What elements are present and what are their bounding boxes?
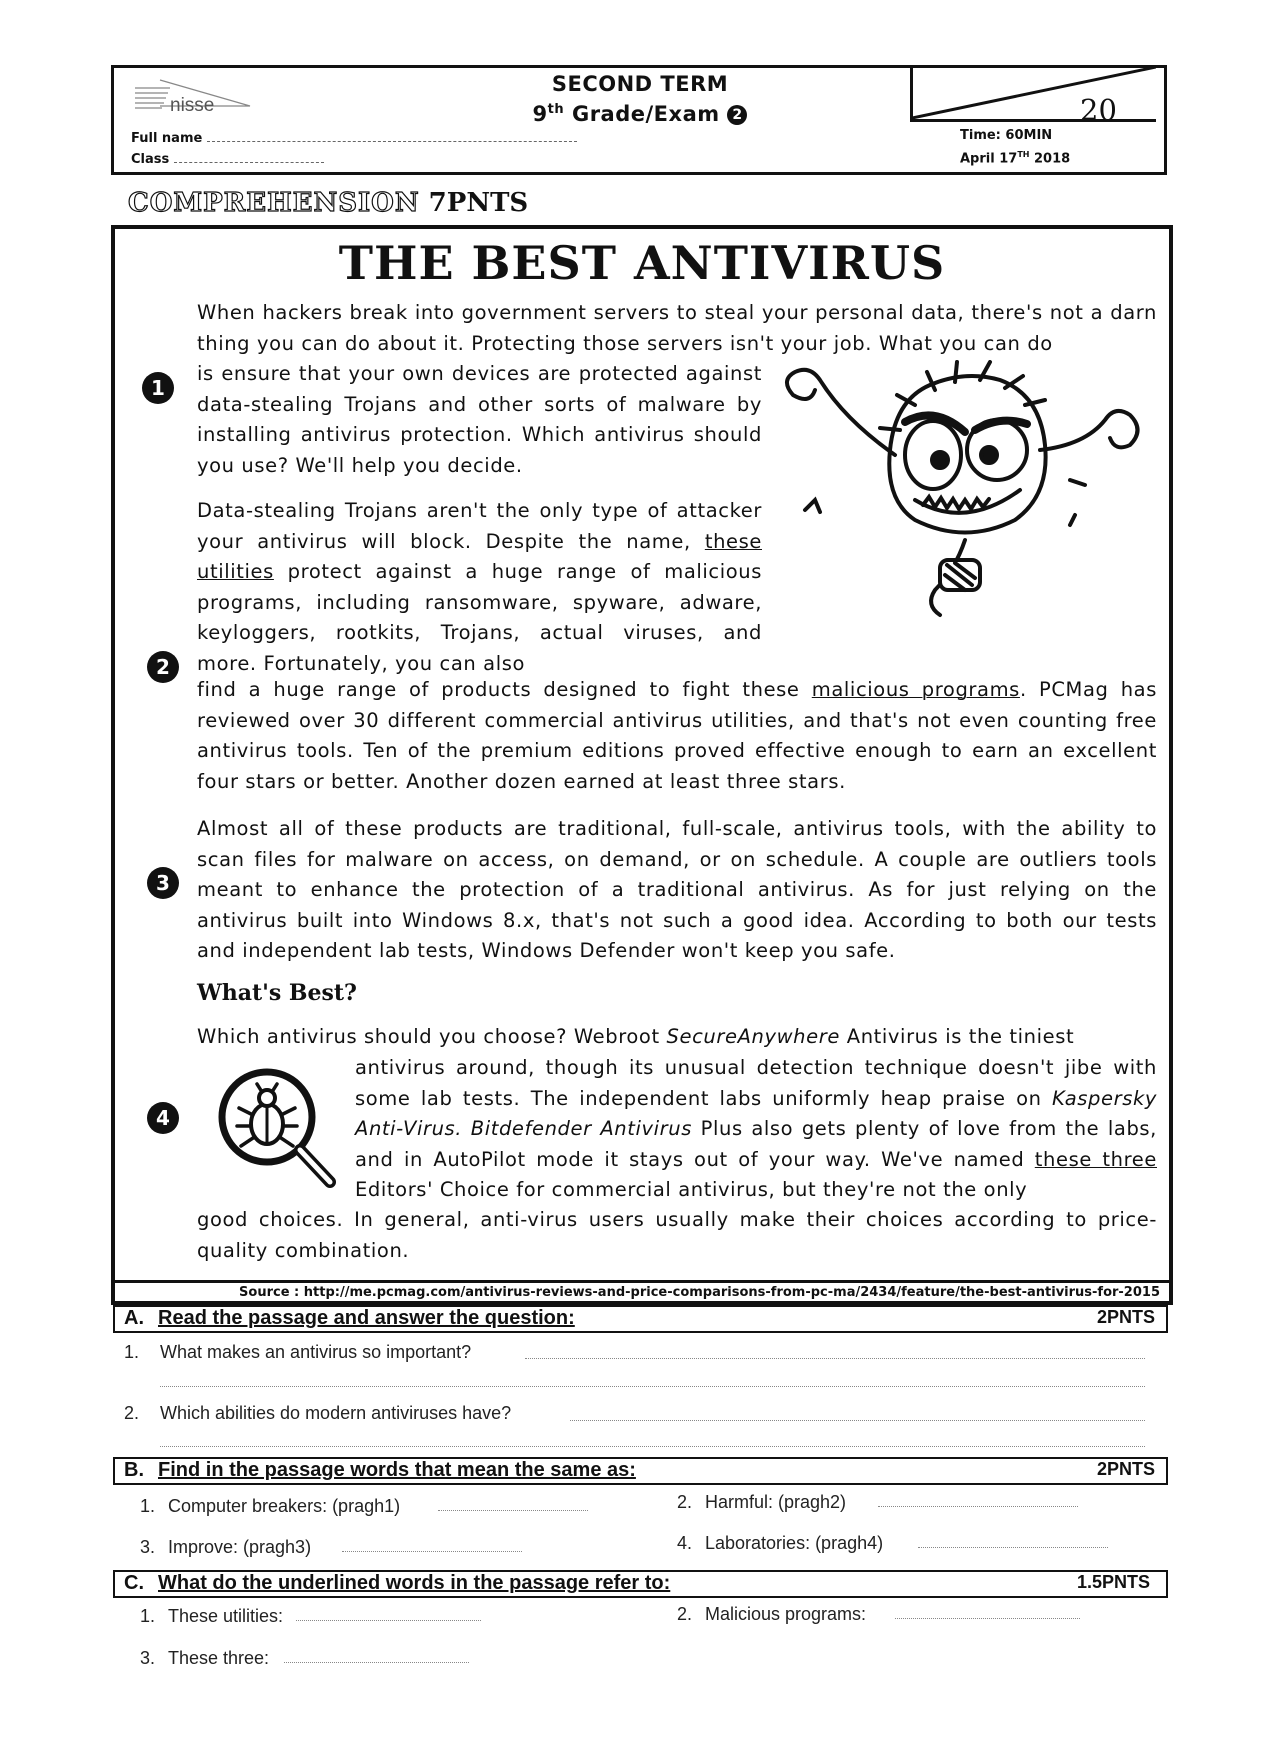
total-score: 20: [1080, 93, 1117, 127]
class-field[interactable]: Class: [131, 152, 324, 167]
paragraph-4-top: Which antivirus should you choose? Webroot SecureAnywhere Antivirus is the tiniest: [197, 1025, 1075, 1048]
logo-text: nisse: [170, 95, 215, 116]
answer-line-b4[interactable]: [918, 1547, 1108, 1548]
item-b3: 3. Improve: (pragh3): [140, 1537, 312, 1557]
paragraph-number-1: 1: [142, 372, 174, 404]
section-c-points: 1.5PNTS: [1076, 1572, 1150, 1592]
paragraph-number-3: 3: [147, 867, 179, 899]
date-label: April 17TH 2018: [960, 150, 1071, 167]
item-c2: 2. Malicious programs:: [677, 1604, 867, 1624]
answer-line-b3[interactable]: [342, 1551, 522, 1552]
underlined-these-utilities: these utilities: [197, 529, 762, 583]
underlined-malicious-programs: malicious programs: [811, 678, 1020, 701]
grade-label: 9th Grade/Exam 2: [480, 97, 800, 127]
item-c1: 1. These utilities:: [140, 1606, 284, 1626]
time-label: Time: 60MIN: [960, 128, 1053, 143]
item-b1: 1. Computer breakers: (pragh1): [140, 1496, 401, 1516]
answer-line-b2[interactable]: [878, 1506, 1078, 1507]
answer-line-c3[interactable]: [284, 1662, 469, 1663]
paragraph-4-end: good choices. In general, anti-virus users usually make their choices according to price-quality combination.: [197, 1208, 1157, 1262]
bug-magnifier-icon: [215, 1062, 340, 1192]
item-c3: 3. These three:: [140, 1648, 270, 1668]
answer-line-a2[interactable]: [570, 1420, 1145, 1421]
whats-best-subheading: What's Best?: [197, 980, 357, 1006]
answer-line-c2[interactable]: [895, 1618, 1080, 1619]
answer-line-a2b[interactable]: [160, 1446, 1145, 1447]
section-b-heading: B. Find in the passage words that mean the same as:: [124, 1459, 636, 1481]
full-name-field[interactable]: Full name: [131, 131, 577, 146]
answer-line-c1[interactable]: [296, 1620, 481, 1621]
paragraph-1-top: When hackers break into government servers to steal your personal data, there's not a darn thing you can do about it. Protecting those servers isn't your job. What you can do: [197, 301, 1157, 355]
source-citation: Source : http://me.pcmag.com/antivirus-reviews-and-price-comparisons-from-pc-ma/2434/feature/the-best-antivirus-for-2015: [239, 1285, 1160, 1300]
term-label: SECOND TERM: [551, 72, 729, 96]
comprehension-heading: COMPREHENSION 7PNTS: [128, 188, 529, 218]
paragraph-number-4: 4: [147, 1102, 179, 1134]
passage-title: THE BEST ANTIVIRUS: [338, 236, 946, 290]
paragraph-2-continued: find a huge range of products designed to fight these malicious programs. PCMag has reviewed over 30 different commercial antivirus utilities, and that's not even counting free antivirus tools. Ten of the premium editions proved effective enough to earn an excellent four stars or better. Another dozen earned at least three stars.: [197, 678, 1157, 793]
paragraph-3: Almost all of these products are traditional, full-scale, antivirus tools, with the ability to scan files for malware on access, on demand, or on schedule. A couple are outliers tools meant to enhance the protection of a traditional antivirus. As for just relying on the antivirus built into Windows 8.x, that's not such a good idea. According to both our tests and independent lab tests, Windows Defender won't keep you safe.: [197, 817, 1157, 962]
paragraph-2: Data-stealing Trojans aren't the only type of attacker your antivirus will block. Despite the name, these utilities protect against a huge range of malicious programs, including ransomware, spyware, adware, keyloggers, rootkits, Trojans, actual viruses, and more. Fortunately, you can also: [197, 499, 762, 675]
paragraph-number-2: 2: [147, 651, 179, 683]
exam-number-badge: 2: [727, 105, 747, 125]
item-b2: 2. Harmful: (pragh2): [677, 1492, 847, 1512]
item-b4: 4. Laboratories: (pragh4): [677, 1533, 884, 1553]
paragraph-1: is ensure that your own devices are protected against data-stealing Trojans and other sorts of malware by installing antivirus protection. Which antivirus should you use? We'll help you decide.: [197, 362, 762, 477]
underlined-these-three: these three: [1034, 1147, 1157, 1171]
virus-monster-illustration: [775, 360, 1165, 655]
answer-line-b1[interactable]: [438, 1510, 588, 1511]
question-a1: 1. What makes an antivirus so important?: [124, 1342, 472, 1362]
answer-line-a1b[interactable]: [160, 1386, 1145, 1387]
section-c-heading: C. What do the underlined words in the passage refer to:: [124, 1572, 671, 1594]
answer-line-a1[interactable]: [525, 1358, 1145, 1359]
paragraph-4: antivirus around, though its unusual detection technique doesn't jibe with some lab tests. The independent labs uniformly heap praise on Kaspersky Anti-Virus. Bitdefender Antivirus Plus also gets plenty of love from the labs, and in AutoPilot mode it stays out of your way. We've named these three Editors' Choice for commercial antivirus, but they're not the only: [355, 1056, 1157, 1201]
section-b-points: 2PNTS: [1096, 1459, 1155, 1479]
question-a2: 2. Which abilities do modern antiviruses have?: [124, 1403, 512, 1423]
section-a-heading: A. Read the passage and answer the question:: [124, 1307, 575, 1329]
source-divider: [113, 1280, 1171, 1283]
section-a-points: 2PNTS: [1096, 1307, 1155, 1327]
score-diagonal: [912, 65, 1156, 120]
exam-title: [480, 72, 800, 127]
